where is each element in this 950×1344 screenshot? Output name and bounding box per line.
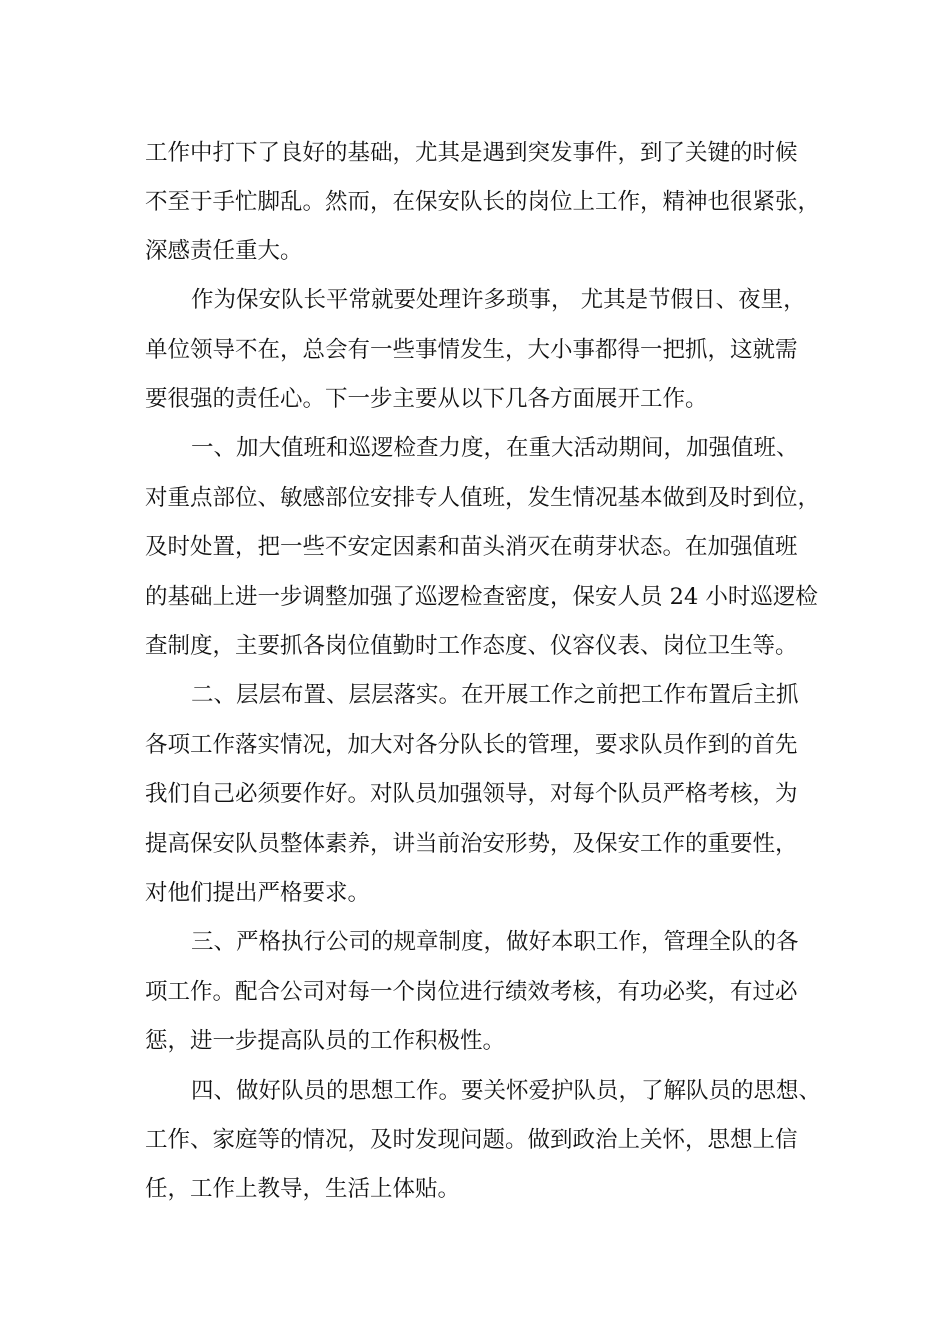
text-line: 任，工作上教导，生活上体贴。: [145, 1176, 461, 1202]
text-line: 深感责任重大。: [145, 238, 303, 264]
text-line: 不至于手忙脚乱。然而，在保安队长的岗位上工作，精神也很紧张，: [145, 189, 821, 215]
text-line: 对他们提出严格要求。: [145, 880, 371, 906]
text-line: 要很强的责任心。下一步主要从以下几各方面展开工作。: [145, 386, 708, 412]
paragraph-start-line: 四、做好队员的思想工作。要关怀爱护队员，了解队员的思想、: [191, 1078, 822, 1104]
paragraph-start-line: 三、严格执行公司的规章制度，做好本职工作，管理全队的各: [191, 929, 799, 955]
text-line: 查制度，主要抓各岗位值勤时工作态度、仪容仪表、岗位卫生等。: [145, 633, 798, 659]
text-line: 的基础上进一步调整加强了巡逻检查密度，保安人员 24 小时巡逻检: [145, 584, 818, 610]
text-line: 我们自己必须要作好。对队员加强领导，对每个队员严格考核，为: [145, 781, 798, 807]
text-line: 单位领导不在，总会有一些事情发生，大小事都得一把抓，这就需: [145, 337, 798, 363]
paragraph-start-line: 二、层层布置、层层落实。在开展工作之前把工作布置后主抓: [191, 682, 799, 708]
text-line: 工作、家庭等的情况，及时发现问题。做到政治上关怀，思想上信: [145, 1127, 798, 1153]
paragraph-start-line: 一、加大值班和巡逻检查力度，在重大活动期间，加强值班、: [191, 435, 799, 461]
text-line: 项工作。配合公司对每一个岗位进行绩效考核，有功必奖，有过必: [145, 979, 798, 1005]
text-line: 及时处置，把一些不安定因素和苗头消灭在萌芽状态。在加强值班: [145, 534, 798, 560]
text-line: 对重点部位、敏感部位安排专人值班，发生情况基本做到及时到位，: [145, 485, 821, 511]
paragraph-start-line: 作为保安队长平常就要处理许多琐事， 尤其是节假日、夜里，: [191, 287, 806, 313]
text-line: 各项工作落实情况，加大对各分队长的管理，要求队员作到的首先: [145, 732, 798, 758]
text-line: 工作中打下了良好的基础，尤其是遇到突发事件，到了关键的时候: [145, 140, 798, 166]
text-line: 惩，进一步提高队员的工作积极性。: [145, 1028, 506, 1054]
text-line: 提高保安队员整体素养，讲当前治安形势，及保安工作的重要性，: [145, 831, 798, 857]
